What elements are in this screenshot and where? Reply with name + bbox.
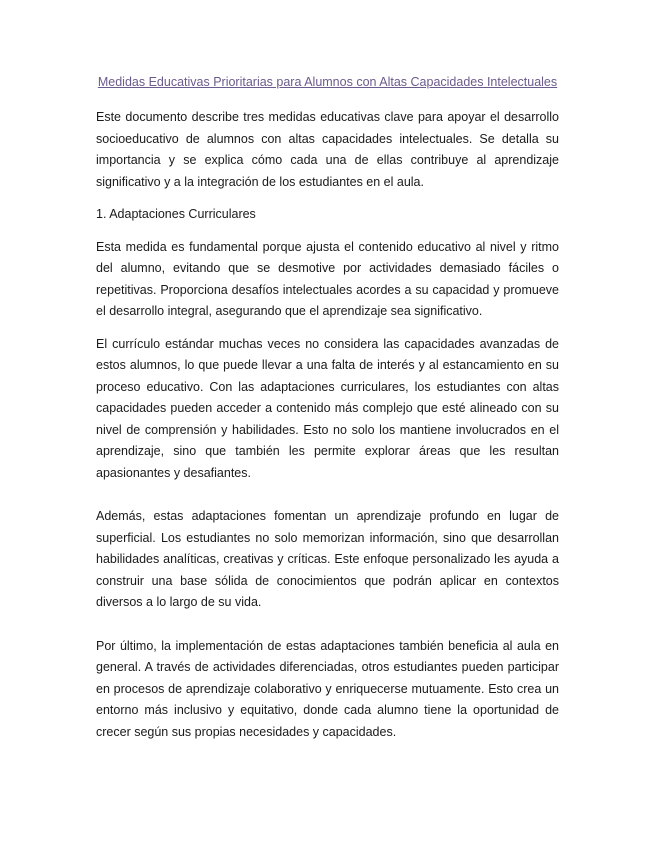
paragraph-spacer — [96, 625, 559, 636]
section-paragraph-2: El currículo estándar muchas veces no considera las capacidades avanzadas de estos alumnos, lo que puede llevar a una falta de interés y al estancamiento en su proceso educativo. Con las adaptaciones curriculares, los estudiantes con altas capacidades pueden acceder a contenido más complejo que esté alineado con su nivel de comprensión y habilidades. Esto no solo los mantiene involucrados en el aprendizaje, sino que también les permite explorar áreas que les resultan apasionantes y desafiantes. — [96, 336, 559, 480]
document-page — [96, 72, 559, 754]
section-paragraph-3: Además, estas adaptaciones fomentan un aprendizaje profundo en lugar de superficial. Los estudiantes no solo memorizan información, sino que desarrollan habilidades analíticas, creativas y críticas. Este enfoque personalizado les ayuda a construir una base sólida de conocimientos que podrán aplicar en contextos diversos a lo largo de su vida. — [96, 509, 559, 609]
section-paragraph-4: Por último, la implementación de estas adaptaciones también beneficia al aula en general. A través de actividades diferenciadas, otros estudiantes pueden participar en procesos de aprendizaje colaborativo y enriquecerse mutuamente. Esto crea un entorno más inclusivo y equitativo, donde cada alumno tiene la oportunidad de crecer según sus propias necesidades y capacidades. — [96, 638, 559, 739]
section-paragraph-1: Esta medida es fundamental porque ajusta el contenido educativo al nivel y ritmo del alumno, evitando que se desmotive por actividades demasiado fáciles o repetitivas. Proporciona desafíos intelectuales acordes a su capacidad y promueve el desarrollo integral, asegurando que el aprendizaje sea significativo. — [96, 239, 559, 318]
document-title: Medidas Educativas Prioritarias para Alumnos con Altas Capacidades Intelectuales — [97, 75, 558, 89]
intro-paragraph: Este documento describe tres medidas educativas clave para apoyar el desarrollo socioeducativo de alumnos con altas capacidades intelectuales. Se detalla su importancia y se explica cómo cada una de ellas contribuye al aprendizaje significativo y a la integración de los estudiantes en el aula. — [96, 110, 559, 189]
section-heading: 1. Adaptaciones Curriculares — [96, 207, 256, 221]
paragraph-spacer — [96, 495, 559, 506]
